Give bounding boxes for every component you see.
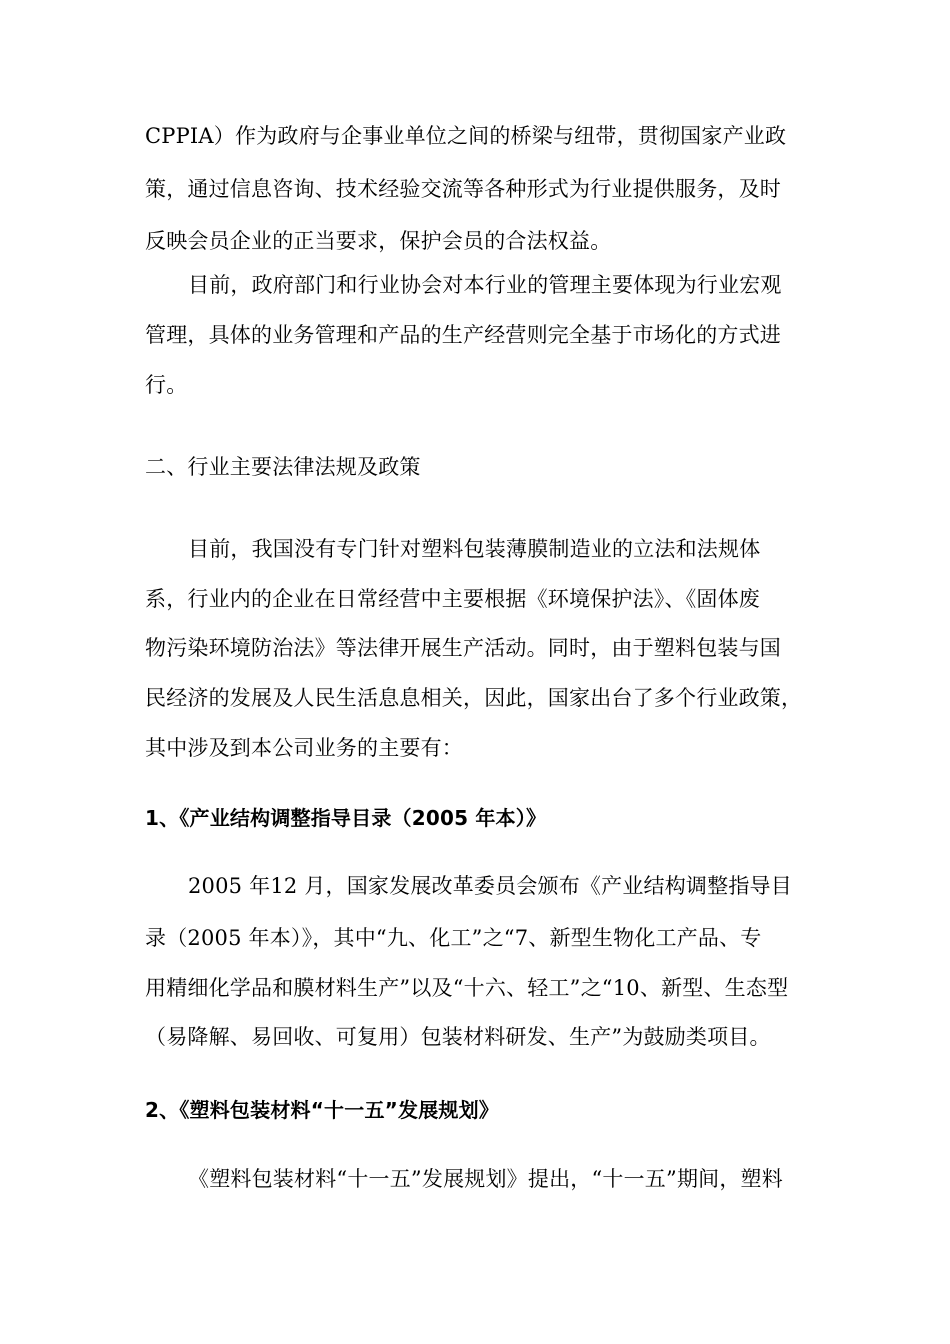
- paragraph-line: 反映会员企业的正当要求，保护会员的合法权益。: [145, 229, 612, 253]
- paragraph-line: 目前，政府部门和行业协会对本行业的管理主要体现为行业宏观: [188, 273, 782, 297]
- paragraph-line: 其中涉及到本公司业务的主要有：: [145, 736, 463, 760]
- paragraph-line: 策，通过信息咨询、技术经验交流等各种形式为行业提供服务，及时: [145, 177, 781, 201]
- paragraph-line: CPPIA）作为政府与企事业单位之间的桥梁与纽带，贯彻国家产业政: [145, 124, 787, 148]
- paragraph-line: 目前，我国没有专门针对塑料包装薄膜制造业的立法和法规体: [188, 537, 761, 561]
- paragraph-line: 2005 年12 月，国家发展改革委员会颁布《产业结构调整指导目: [188, 874, 792, 898]
- paragraph-line: （易降解、易回收、可复用）包装材料研发、生产”为鼓励类项目。: [145, 1025, 771, 1049]
- paragraph-line: 管理，具体的业务管理和产品的生产经营则完全基于市场化的方式进: [145, 323, 781, 347]
- paragraph-line: 物污染环境防治法》等法律开展生产活动。同时，由于塑料包装与国: [145, 636, 781, 660]
- item-heading: 2、《塑料包装材料“十一五”发展规划》: [145, 1098, 500, 1122]
- section-heading: 二、行业主要法律法规及政策: [145, 455, 421, 479]
- paragraph-line: 行。: [145, 373, 188, 397]
- item-heading: 1、《产业结构调整指导目录（2005 年本）》: [145, 806, 547, 830]
- paragraph-line: 用精细化学品和膜材料生产”以及“十六、轻工”之“10、新型、生态型: [145, 976, 789, 1000]
- paragraph-line: 民经济的发展及人民生活息息相关，因此，国家出台了多个行业政策，: [145, 686, 803, 710]
- paragraph-line: 系，行业内的企业在日常经营中主要根据《环境保护法》、《固体废: [145, 587, 760, 611]
- paragraph-line: 录（2005 年本）》，其中“九、化工”之“7、新型生物化工产品、专: [145, 926, 762, 950]
- paragraph-line: 《塑料包装材料“十一五”发展规划》提出，“十一五”期间，塑料: [188, 1167, 783, 1191]
